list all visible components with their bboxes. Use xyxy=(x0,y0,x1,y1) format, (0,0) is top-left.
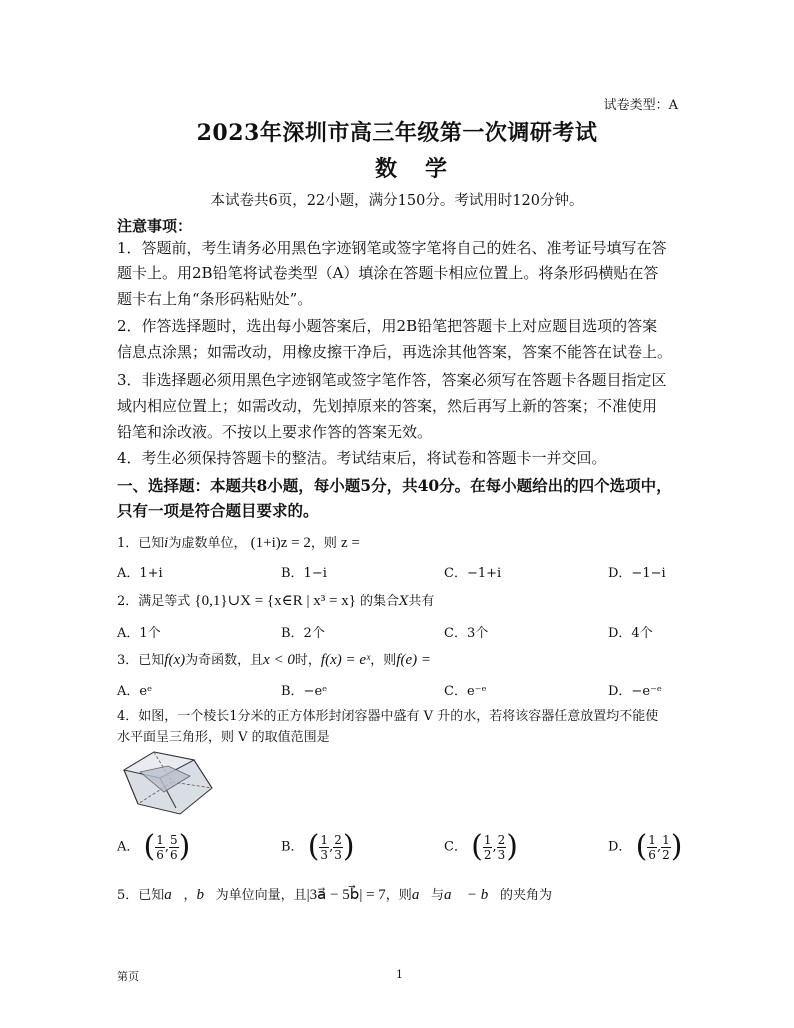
q5-mid: 为单位向量，且 xyxy=(215,888,307,903)
notes-line: 1．答题前，考生请务必用黑色字迹钢笔或签字笔将自己的姓名、准考证号填写在答 xyxy=(117,239,667,257)
q2-post: 的集合 xyxy=(360,594,400,609)
q1-mid: 为虚数单位， xyxy=(168,536,247,551)
q2-equation: {0,1}∪X = {x∈R | x³ = x} xyxy=(194,593,356,609)
q1-option-b: B．1−i xyxy=(281,566,327,581)
q3-mid: 为奇函数，且 xyxy=(185,653,264,668)
q4-option-a: A． ( $\frac{1}{6}$ , $\frac{5}{6}$ ) xyxy=(117,829,191,864)
notes-heading: 注意事项： xyxy=(117,217,193,235)
q1-option-d: D．−1−i xyxy=(608,566,666,581)
notes-line: 4．考生必须保持答题卡的整洁。考试结束后，将试卷和答题卡一并交回。 xyxy=(117,449,607,467)
notes-line: 铅笔和涂改液。不按以上要求作答的答案无效。 xyxy=(117,423,433,441)
q3-tail: f(e) = xyxy=(396,652,431,668)
question-1 xyxy=(117,532,360,552)
section-heading: 一、选择题：本题共8小题，每小题5分，共40分。在每小题给出的四个选项中， xyxy=(117,476,672,495)
q2-option-a: A．1个 xyxy=(117,626,161,641)
q4-option-letter: C． xyxy=(444,839,467,855)
question-3 xyxy=(117,649,431,669)
q2-option-b: B．2个 xyxy=(281,626,325,641)
q1-post: ，则 xyxy=(310,536,337,551)
page-title: 2023年深圳市高三年级第一次调研考试 xyxy=(196,120,598,146)
q1-i: i xyxy=(164,536,169,551)
q2-option-d: D．4个 xyxy=(608,626,653,641)
cube-figure xyxy=(120,748,216,820)
subject-title: 数学 xyxy=(374,156,475,182)
q4-option-letter: B． xyxy=(281,839,304,855)
q3-pre: 3．已知 xyxy=(117,653,165,668)
q5-tail: 的夹角为 xyxy=(499,888,552,903)
section-heading-cont: 只有一项是符合题目要求的。 xyxy=(117,501,319,520)
q5-amb: a⃗ − b⃗ xyxy=(444,887,500,903)
notes-line: 3．非选择题必须用黑色字迹钢笔或签字笔作答，答案必须写在答题卡各题目指定区 xyxy=(117,371,667,389)
q2-option-c: C．3个 xyxy=(444,626,489,641)
q1-option-a: A．1+i xyxy=(117,566,163,581)
footer-page-label: 第页 xyxy=(117,970,139,983)
q3-equation: f(x) = eˣ xyxy=(320,652,371,668)
q3-option-b: B．−eᵉ xyxy=(281,684,328,699)
q4-option-letter: A． xyxy=(117,839,140,855)
q2-pre: 2．满足等式 xyxy=(117,594,191,609)
question-4-line2: 水平面呈三角形，则 V 的取值范围是 xyxy=(117,730,330,745)
q3-option-c: C．e⁻ᵉ xyxy=(444,684,487,699)
question-4-line1: 4．如图，一个棱长1分米的正方体形封闭容器中盛有 V 升的水，若将该容器任意放置均不能使 xyxy=(117,709,659,724)
q4-option-d: D． ( $\frac{1}{6}$ , $\frac{1}{2}$ ) xyxy=(608,829,683,864)
q1-equation: (1+i)z = 2 xyxy=(250,535,311,551)
q4-option-c: C． ( $\frac{1}{2}$ , $\frac{2}{3}$ ) xyxy=(444,829,518,864)
q4-option-b: B． ( $\frac{1}{3}$ , $\frac{2}{3}$ ) xyxy=(281,829,355,864)
q1-tail: z = xyxy=(341,535,360,551)
q4-option-letter: D． xyxy=(608,839,632,855)
q2-x: X xyxy=(399,594,409,609)
q1-pre: 1．已知 xyxy=(117,536,165,551)
q3-option-d: D．−e⁻ᵉ xyxy=(608,684,662,699)
question-5: 5．已知a⃗，b⃗为单位向量，且|3a⃗ − 5b⃗| = 7，则a⃗与a⃗ − b⃗的夹角为 xyxy=(117,887,552,903)
q3-post: ，则 xyxy=(370,653,397,668)
question-2 xyxy=(117,590,434,610)
notes-line: 信息点涂黑；如需改动，用橡皮擦干净后，再选涂其他答案，答案不能答在试卷上。 xyxy=(117,343,673,361)
q3-option-a: A．eᵉ xyxy=(117,684,153,699)
q5-pre: 5．已知 xyxy=(117,888,165,903)
q3-f: f(x) xyxy=(164,652,186,668)
q1-option-c: C．−1+i xyxy=(444,566,502,581)
notes-line: 题卡上。用2B铅笔将试卷类型（A）填涂在答题卡相应位置上。将条形码横贴在答 xyxy=(117,264,659,282)
paper-type: 试卷类型：A xyxy=(603,98,678,113)
q5-a2: a⃗ xyxy=(411,887,431,903)
q5-a: a⃗ xyxy=(164,887,184,903)
q3-cond: x < 0 xyxy=(263,652,295,668)
notes-line: 域内相应位置上；如需改动，先划掉原来的答案，然后再写上新的答案；不准使用 xyxy=(117,397,658,415)
q5-post: ，则 xyxy=(385,888,412,903)
footer-page-number: 1 xyxy=(396,968,403,981)
notes-line: 2．作答选择题时，选出每小题答案后，用2B铅笔把答题卡上对应题目选项的答案 xyxy=(117,317,658,335)
q2-tail: 共有 xyxy=(408,594,435,609)
q3-mid2: 时， xyxy=(294,653,321,668)
q5-equation: |3a⃗ − 5b⃗| = 7 xyxy=(306,887,386,903)
notes-line: 题卡右上角“条形码粘贴处”。 xyxy=(117,290,313,308)
exam-intro: 本试卷共6页，22小题，满分150分。考试用时120分钟。 xyxy=(210,193,584,209)
q5-b: b⃗ xyxy=(196,887,216,903)
